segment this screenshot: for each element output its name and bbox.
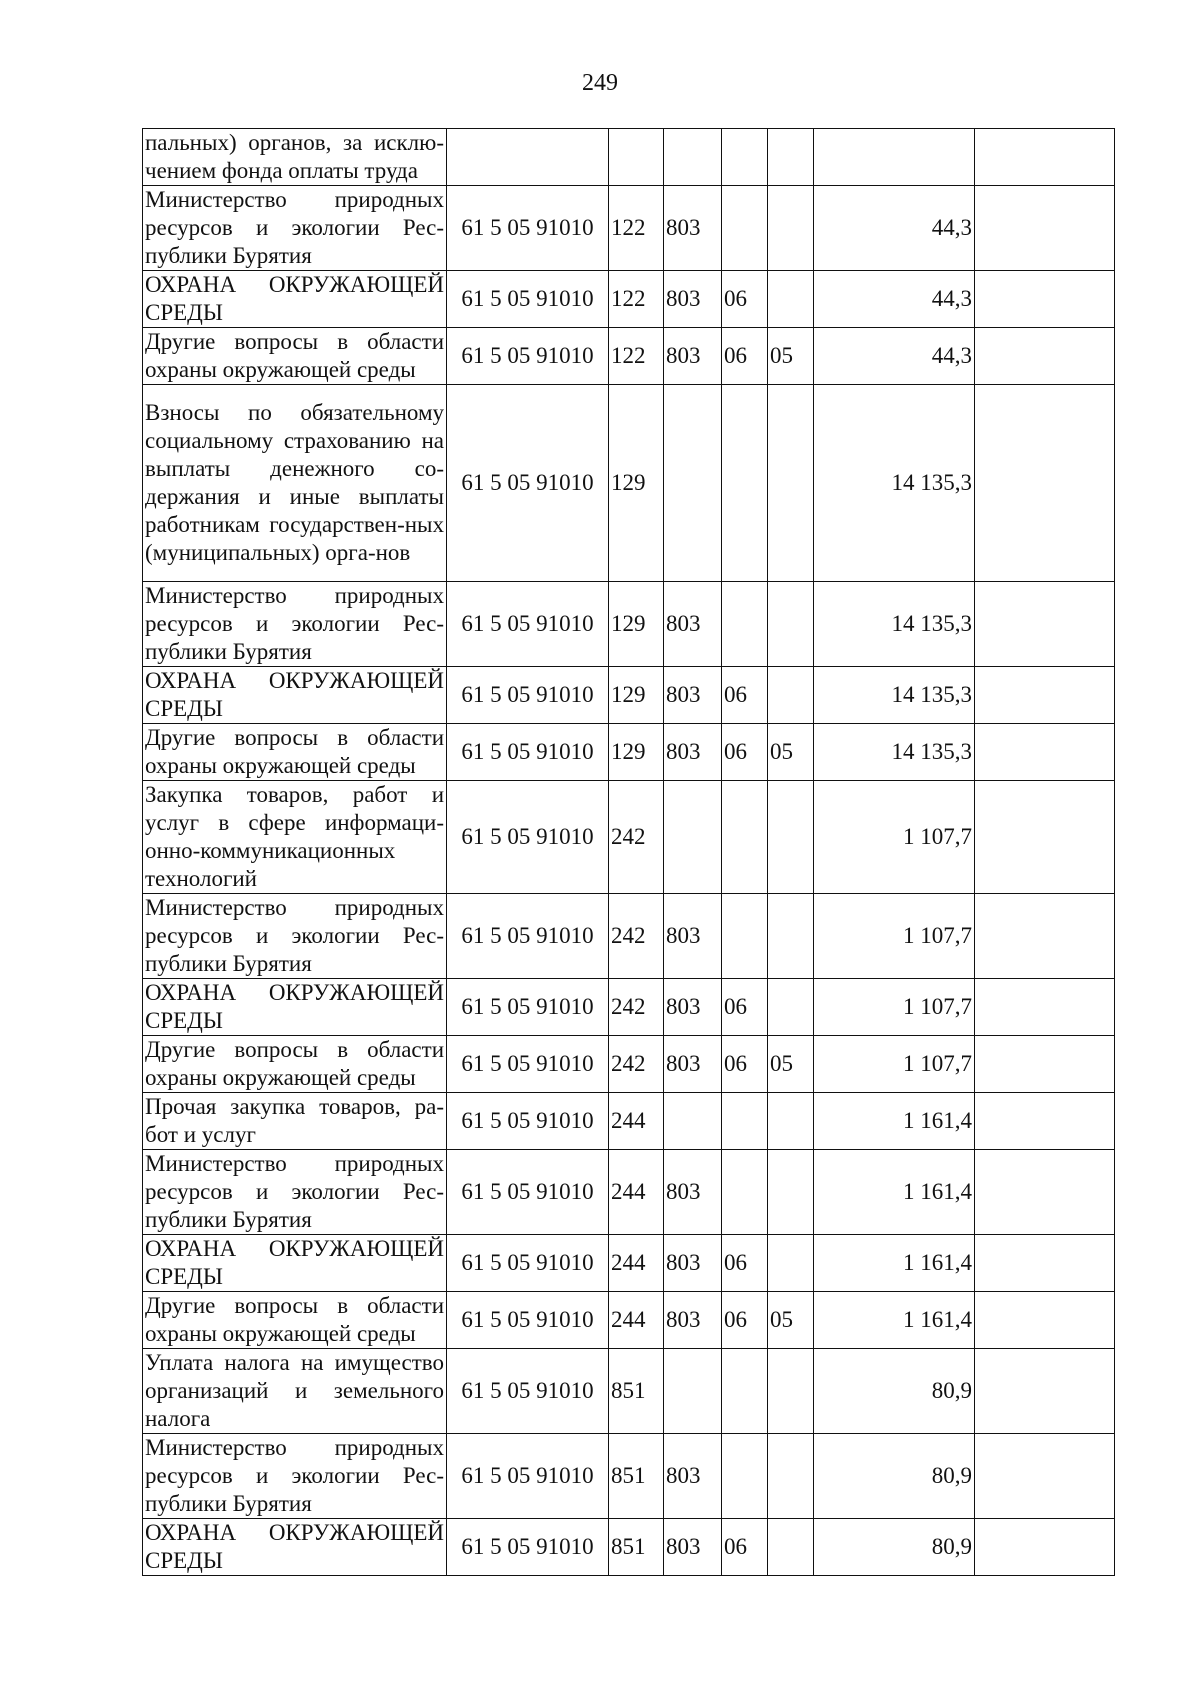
cell-administrator-code: 803 bbox=[664, 894, 722, 979]
table-row bbox=[143, 582, 1115, 667]
cell-target-article-code: 61 5 05 91010 bbox=[447, 979, 609, 1036]
table-row bbox=[143, 1519, 1115, 1576]
cell-expense-type-code: 122 bbox=[609, 271, 664, 328]
cell-target-article-code: 61 5 05 91010 bbox=[447, 328, 609, 385]
cell-administrator-code: 803 bbox=[664, 328, 722, 385]
cell-extra bbox=[975, 1349, 1115, 1434]
cell-name: Министерство природных ресурсов и экологии Рес-публики Бурятия bbox=[143, 186, 447, 271]
table-row bbox=[143, 979, 1115, 1036]
cell-administrator-code bbox=[664, 129, 722, 186]
cell-administrator-code: 803 bbox=[664, 1292, 722, 1349]
cell-extra bbox=[975, 186, 1115, 271]
cell-name: ОХРАНА ОКРУЖАЮЩЕЙ СРЕДЫ bbox=[143, 1519, 447, 1576]
cell-administrator-code: 803 bbox=[664, 1150, 722, 1235]
cell-amount: 14 135,3 bbox=[814, 724, 975, 781]
table-row bbox=[143, 1093, 1115, 1150]
cell-section-code bbox=[722, 1349, 768, 1434]
cell-extra bbox=[975, 1235, 1115, 1292]
cell-extra bbox=[975, 979, 1115, 1036]
table-row bbox=[143, 1235, 1115, 1292]
cell-subsection-code bbox=[768, 385, 814, 582]
table-row bbox=[143, 894, 1115, 979]
cell-subsection-code bbox=[768, 186, 814, 271]
cell-amount bbox=[814, 129, 975, 186]
cell-target-article-code: 61 5 05 91010 bbox=[447, 385, 609, 582]
cell-administrator-code bbox=[664, 385, 722, 582]
cell-amount: 1 107,7 bbox=[814, 1036, 975, 1093]
cell-amount: 14 135,3 bbox=[814, 582, 975, 667]
cell-section-code: 06 bbox=[722, 328, 768, 385]
table-row bbox=[143, 271, 1115, 328]
cell-expense-type-code: 242 bbox=[609, 781, 664, 894]
cell-administrator-code bbox=[664, 1093, 722, 1150]
cell-extra bbox=[975, 1150, 1115, 1235]
cell-target-article-code: 61 5 05 91010 bbox=[447, 271, 609, 328]
cell-section-code: 06 bbox=[722, 271, 768, 328]
cell-expense-type-code: 242 bbox=[609, 1036, 664, 1093]
cell-amount: 44,3 bbox=[814, 271, 975, 328]
cell-administrator-code: 803 bbox=[664, 1519, 722, 1576]
cell-administrator-code: 803 bbox=[664, 271, 722, 328]
cell-amount: 1 161,4 bbox=[814, 1093, 975, 1150]
cell-amount: 1 161,4 bbox=[814, 1235, 975, 1292]
cell-section-code: 06 bbox=[722, 1235, 768, 1292]
cell-name: ОХРАНА ОКРУЖАЮЩЕЙ СРЕДЫ bbox=[143, 271, 447, 328]
cell-expense-type-code: 122 bbox=[609, 186, 664, 271]
cell-target-article-code: 61 5 05 91010 bbox=[447, 1519, 609, 1576]
cell-expense-type-code: 129 bbox=[609, 667, 664, 724]
cell-administrator-code: 803 bbox=[664, 582, 722, 667]
cell-extra bbox=[975, 1292, 1115, 1349]
cell-target-article-code: 61 5 05 91010 bbox=[447, 667, 609, 724]
cell-subsection-code bbox=[768, 979, 814, 1036]
cell-subsection-code bbox=[768, 1349, 814, 1434]
cell-name: Прочая закупка товаров, ра-бот и услуг bbox=[143, 1093, 447, 1150]
table-row bbox=[143, 1150, 1115, 1235]
cell-name: ОХРАНА ОКРУЖАЮЩЕЙ СРЕДЫ bbox=[143, 667, 447, 724]
cell-amount: 80,9 bbox=[814, 1434, 975, 1519]
cell-extra bbox=[975, 1093, 1115, 1150]
cell-section-code: 06 bbox=[722, 1519, 768, 1576]
cell-name: Взносы по обязательному социальному страхованию на выплаты денежного со-держания и иные выплаты работникам государствен-ных (муниципальных) орга-нов bbox=[143, 385, 447, 582]
cell-subsection-code bbox=[768, 1150, 814, 1235]
cell-amount: 44,3 bbox=[814, 328, 975, 385]
cell-administrator-code: 803 bbox=[664, 1434, 722, 1519]
cell-subsection-code bbox=[768, 667, 814, 724]
cell-administrator-code bbox=[664, 781, 722, 894]
cell-name: Уплата налога на имущество организаций и земельного налога bbox=[143, 1349, 447, 1434]
cell-section-code: 06 bbox=[722, 1036, 768, 1093]
cell-amount: 1 161,4 bbox=[814, 1150, 975, 1235]
cell-name: Закупка товаров, работ и услуг в сфере информаци-онно-коммуникационных технологий bbox=[143, 781, 447, 894]
cell-extra bbox=[975, 328, 1115, 385]
cell-extra bbox=[975, 385, 1115, 582]
cell-extra bbox=[975, 667, 1115, 724]
cell-section-code: 06 bbox=[722, 979, 768, 1036]
cell-section-code bbox=[722, 582, 768, 667]
cell-subsection-code bbox=[768, 1235, 814, 1292]
cell-target-article-code: 61 5 05 91010 bbox=[447, 1235, 609, 1292]
cell-subsection-code bbox=[768, 129, 814, 186]
cell-subsection-code bbox=[768, 1093, 814, 1150]
cell-name: Министерство природных ресурсов и экологии Рес-публики Бурятия bbox=[143, 894, 447, 979]
table-row bbox=[143, 724, 1115, 781]
cell-section-code bbox=[722, 186, 768, 271]
cell-section-code bbox=[722, 385, 768, 582]
cell-section-code bbox=[722, 1434, 768, 1519]
cell-subsection-code bbox=[768, 781, 814, 894]
cell-section-code bbox=[722, 1093, 768, 1150]
cell-expense-type-code: 244 bbox=[609, 1150, 664, 1235]
cell-subsection-code bbox=[768, 894, 814, 979]
cell-amount: 80,9 bbox=[814, 1349, 975, 1434]
table-row bbox=[143, 129, 1115, 186]
cell-expense-type-code: 242 bbox=[609, 979, 664, 1036]
cell-extra bbox=[975, 724, 1115, 781]
cell-subsection-code bbox=[768, 1519, 814, 1576]
cell-section-code: 06 bbox=[722, 667, 768, 724]
cell-section-code: 06 bbox=[722, 724, 768, 781]
cell-name: пальных) органов, за исклю-чением фонда оплаты труда bbox=[143, 129, 447, 186]
cell-target-article-code: 61 5 05 91010 bbox=[447, 1292, 609, 1349]
cell-expense-type-code: 129 bbox=[609, 582, 664, 667]
cell-name: ОХРАНА ОКРУЖАЮЩЕЙ СРЕДЫ bbox=[143, 1235, 447, 1292]
cell-expense-type-code: 851 bbox=[609, 1434, 664, 1519]
cell-expense-type-code: 851 bbox=[609, 1519, 664, 1576]
cell-section-code bbox=[722, 1150, 768, 1235]
cell-expense-type-code: 244 bbox=[609, 1235, 664, 1292]
cell-section-code bbox=[722, 129, 768, 186]
table-row bbox=[143, 186, 1115, 271]
table-row bbox=[143, 1349, 1115, 1434]
cell-administrator-code bbox=[664, 1349, 722, 1434]
cell-subsection-code: 05 bbox=[768, 1036, 814, 1093]
cell-amount: 44,3 bbox=[814, 186, 975, 271]
cell-subsection-code: 05 bbox=[768, 1292, 814, 1349]
table-row bbox=[143, 1036, 1115, 1093]
table-row bbox=[143, 1434, 1115, 1519]
cell-section-code bbox=[722, 894, 768, 979]
cell-name: Министерство природных ресурсов и экологии Рес-публики Бурятия bbox=[143, 1150, 447, 1235]
table-row bbox=[143, 781, 1115, 894]
cell-name: Другие вопросы в области охраны окружающей среды bbox=[143, 724, 447, 781]
cell-name: Другие вопросы в области охраны окружающей среды bbox=[143, 1292, 447, 1349]
cell-administrator-code: 803 bbox=[664, 186, 722, 271]
cell-extra bbox=[975, 894, 1115, 979]
cell-target-article-code: 61 5 05 91010 bbox=[447, 1150, 609, 1235]
table-row bbox=[143, 1292, 1115, 1349]
cell-extra bbox=[975, 1519, 1115, 1576]
cell-section-code bbox=[722, 781, 768, 894]
cell-target-article-code: 61 5 05 91010 bbox=[447, 1036, 609, 1093]
cell-extra bbox=[975, 1434, 1115, 1519]
cell-expense-type-code: 851 bbox=[609, 1349, 664, 1434]
cell-target-article-code: 61 5 05 91010 bbox=[447, 1093, 609, 1150]
cell-amount: 1 107,7 bbox=[814, 781, 975, 894]
cell-subsection-code bbox=[768, 271, 814, 328]
cell-section-code: 06 bbox=[722, 1292, 768, 1349]
cell-name: Министерство природных ресурсов и экологии Рес-публики Бурятия bbox=[143, 582, 447, 667]
page-number: 249 bbox=[582, 70, 618, 96]
cell-amount: 1 107,7 bbox=[814, 979, 975, 1036]
cell-target-article-code bbox=[447, 129, 609, 186]
cell-expense-type-code: 244 bbox=[609, 1292, 664, 1349]
cell-extra bbox=[975, 1036, 1115, 1093]
cell-name: Министерство природных ресурсов и экологии Рес-публики Бурятия bbox=[143, 1434, 447, 1519]
cell-administrator-code: 803 bbox=[664, 979, 722, 1036]
cell-subsection-code bbox=[768, 1434, 814, 1519]
cell-extra bbox=[975, 271, 1115, 328]
cell-administrator-code: 803 bbox=[664, 1235, 722, 1292]
cell-extra bbox=[975, 129, 1115, 186]
budget-table-body bbox=[143, 129, 1115, 1576]
cell-target-article-code: 61 5 05 91010 bbox=[447, 186, 609, 271]
cell-target-article-code: 61 5 05 91010 bbox=[447, 582, 609, 667]
cell-expense-type-code: 129 bbox=[609, 385, 664, 582]
cell-administrator-code: 803 bbox=[664, 1036, 722, 1093]
cell-target-article-code: 61 5 05 91010 bbox=[447, 781, 609, 894]
cell-name: Другие вопросы в области охраны окружающей среды bbox=[143, 328, 447, 385]
cell-expense-type-code: 129 bbox=[609, 724, 664, 781]
cell-target-article-code: 61 5 05 91010 bbox=[447, 1349, 609, 1434]
cell-target-article-code: 61 5 05 91010 bbox=[447, 1434, 609, 1519]
cell-target-article-code: 61 5 05 91010 bbox=[447, 894, 609, 979]
cell-expense-type-code bbox=[609, 129, 664, 186]
cell-extra bbox=[975, 781, 1115, 894]
cell-subsection-code: 05 bbox=[768, 328, 814, 385]
budget-table bbox=[142, 128, 1115, 1576]
table-row bbox=[143, 328, 1115, 385]
cell-expense-type-code: 122 bbox=[609, 328, 664, 385]
table-row bbox=[143, 667, 1115, 724]
cell-name: Другие вопросы в области охраны окружающей среды bbox=[143, 1036, 447, 1093]
cell-extra bbox=[975, 582, 1115, 667]
cell-amount: 14 135,3 bbox=[814, 385, 975, 582]
cell-administrator-code: 803 bbox=[664, 724, 722, 781]
cell-subsection-code bbox=[768, 582, 814, 667]
cell-subsection-code: 05 bbox=[768, 724, 814, 781]
cell-target-article-code: 61 5 05 91010 bbox=[447, 724, 609, 781]
cell-amount: 14 135,3 bbox=[814, 667, 975, 724]
cell-amount: 80,9 bbox=[814, 1519, 975, 1576]
cell-name: ОХРАНА ОКРУЖАЮЩЕЙ СРЕДЫ bbox=[143, 979, 447, 1036]
table-row bbox=[143, 385, 1115, 582]
cell-amount: 1 161,4 bbox=[814, 1292, 975, 1349]
cell-expense-type-code: 242 bbox=[609, 894, 664, 979]
cell-administrator-code: 803 bbox=[664, 667, 722, 724]
cell-amount: 1 107,7 bbox=[814, 894, 975, 979]
cell-expense-type-code: 244 bbox=[609, 1093, 664, 1150]
